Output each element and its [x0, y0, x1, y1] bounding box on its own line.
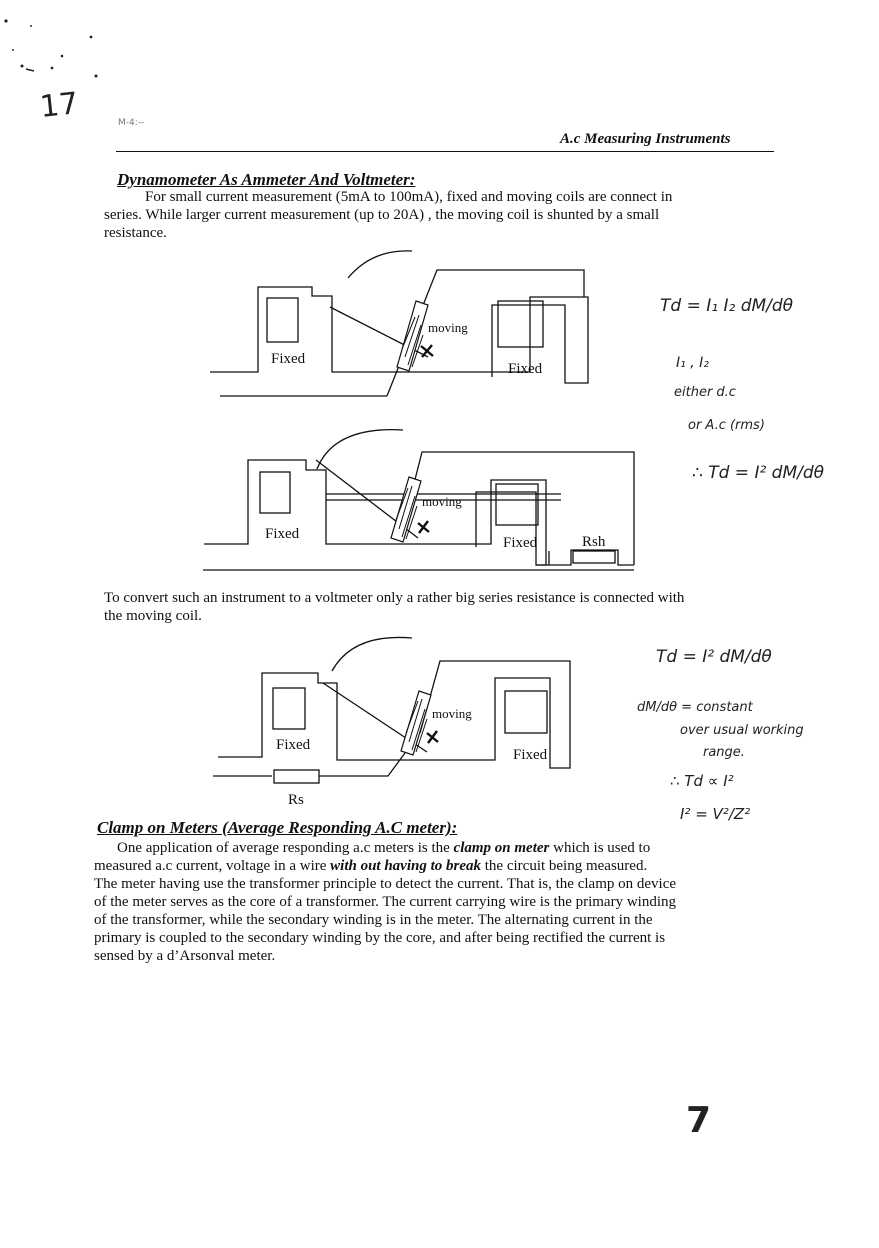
fixed-coil-label-left: Fixed — [271, 351, 306, 367]
note1-torque-eq: Td = I₁ I₂ dM/dθ — [660, 296, 794, 316]
moving-coil-label: moving — [428, 320, 468, 335]
note3-line6: I² = V²/Z² — [680, 805, 751, 823]
fixed-coil-label-right-2: Fixed — [503, 535, 538, 551]
section1-line2: series. While larger current measurement (up to 20A) , the moving coil is shunted by a small — [104, 207, 660, 223]
note2-torque-eq: ∴ Td = I² dM/dθ — [692, 463, 825, 483]
fixed-coil-label-left-3: Fixed — [276, 737, 311, 753]
clamp-line1-c: which is used to — [549, 840, 651, 856]
note3-line3: over usual working — [680, 723, 804, 738]
without-breaking-term: with out having to break — [330, 858, 482, 874]
voltmeter-line2: the moving coil. — [104, 608, 202, 624]
note3-line4: range. — [703, 745, 745, 760]
note1-line3: either d.c — [674, 385, 736, 400]
moving-coil-label-2: moving — [422, 494, 462, 509]
section1-line3: resistance. — [104, 225, 167, 241]
clamp-line2-c: the circuit being measured. — [481, 858, 648, 874]
clamp-para-line3: The meter having use the transformer principle to detect the current. That is, the clamp on device — [94, 876, 677, 892]
clamp-on-meter-term: clamp on meter — [453, 840, 550, 856]
clamp-para-line6: primary is coupled to the secondary winding by the core, and after being rectified the current is — [94, 930, 666, 946]
clamp-line2-a: measured a.c current, voltage in a wire — [94, 858, 331, 874]
header-title: A.c Measuring Instruments — [560, 131, 731, 147]
dynamometer-shunted-ammeter-diagram — [196, 420, 646, 588]
note3-line2: dM/dθ = constant — [637, 700, 753, 715]
clamp-para-line4: of the meter serves as the core of a transformer. The current carrying wire is the primary winding — [94, 894, 677, 910]
clamp-para-line5: of the transformer, while the secondary winding is in the meter. The alternating current in the — [94, 912, 653, 928]
clamp-para-line2 — [94, 858, 754, 875]
header-rule — [116, 151, 774, 152]
section1-line1: For small current measurement (5mA to 100mA), fixed and moving coils are connect in — [145, 189, 673, 205]
dynamometer-ammeter-diagram — [200, 245, 620, 405]
clamp-line1-a: One application of average responding a.c meters is the — [117, 840, 454, 856]
section-heading-dynamometer: Dynamometer As Ammeter And Voltmeter: — [117, 170, 416, 189]
section-heading-clamp-meters: Clamp on Meters (Average Responding A.C meter): — [97, 818, 458, 837]
note1-line4: or A.c (rms) — [688, 418, 765, 433]
fixed-coil-label-left-2: Fixed — [265, 526, 300, 542]
fixed-coil-label-right-3: Fixed — [513, 747, 548, 763]
voltmeter-line1: To convert such an instrument to a voltmeter only a rather big series resistance is connected with — [104, 590, 685, 606]
note1-line2: I₁ , I₂ — [676, 355, 709, 371]
note3-line5: ∴ Td ∝ I² — [670, 772, 734, 790]
note3-torque-eq: Td = I² dM/dθ — [656, 647, 772, 667]
page-number-handwritten: 7 — [686, 1100, 712, 1141]
margin-specks — [0, 0, 110, 90]
series-resistor-label: Rs — [288, 792, 304, 808]
fixed-coil-label-right: Fixed — [508, 361, 543, 377]
clamp-para-line7: sensed by a d’Arsonval meter. — [94, 948, 276, 964]
moving-coil-label-3: moving — [432, 706, 472, 721]
margin-page-mark: 17 — [38, 86, 80, 125]
clamp-para-line1 — [117, 840, 757, 857]
dynamometer-voltmeter-diagram — [210, 633, 610, 811]
shunt-resistor-label: Rsh — [582, 534, 606, 550]
corner-scribble: M-4:-- — [118, 118, 145, 128]
